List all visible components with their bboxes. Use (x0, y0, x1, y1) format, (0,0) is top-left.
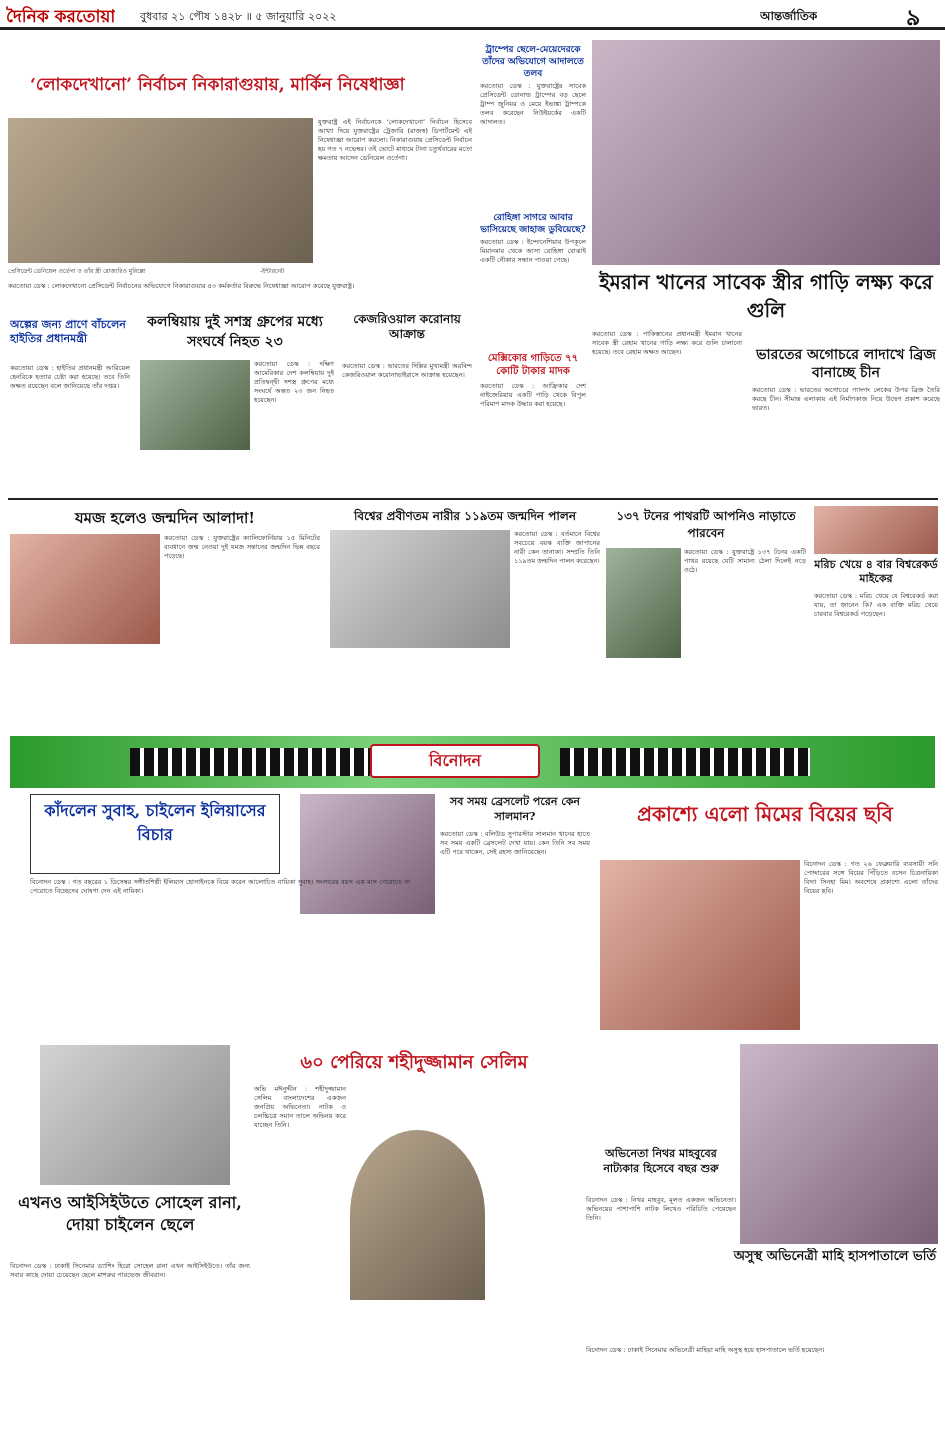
sohel-photo (40, 1045, 230, 1185)
oldest-photo (330, 530, 510, 648)
chili-photo (814, 506, 938, 554)
nithor-headline: অভিনেতা নিথর মাহবুবের নাট্যকার হিসেবে বছর শুরু (603, 1147, 719, 1175)
selim-body: অভি মঈনুদ্দীন : শহীদুজ্জামান সেলিম বাংলাদেশের একজন জনপ্রিয় অভিনেতা। নাটক ও চলচ্চিত্রে সমান তালে অভিনয় করে যাচ্ছেন তিনি। (254, 1085, 346, 1129)
imran-headline: ইমরান খানের সাবেক স্ত্রীর গাড়ি লক্ষ্য করে গুলি (599, 270, 933, 322)
chili-headline: মরিচ খেয়ে ৪ বার বিশ্বরেকর্ড মাইকের (814, 558, 938, 585)
sohel-body: বিনোদন ডেস্ক : ঢাকাই সিনেমার ড্যাশিং হিরো সোহেল রানা এখন আইসিইউতে। তাঁর জন্য সবার কাছে দোয়া চেয়েছেন ছেলে মাশরুর পারভেজ জীবরান। (10, 1262, 250, 1279)
film-reel-icon (130, 748, 370, 776)
film-reel-icon (560, 748, 810, 776)
selim-headline: ৬০ পেরিয়ে শহীদুজ্জামান সেলিম (300, 1052, 528, 1073)
masthead-bar (0, 0, 945, 30)
issue-date: বুধবার ২১ পৌষ ১৪২৮ ॥ ৫ জানুয়ারি ২০২২ (140, 10, 337, 23)
ladakh-body: করতোয়া ডেস্ক : ভারতের অগোচরে প্যাংগং লেকের উপর ব্রিজ তৈরি করছে চীন। সীমান্ত এলাকায় এই নির্মাণকাজ নিয়ে উদ্বেগ প্রকাশ করেছে ভারত। (752, 386, 940, 412)
mim-wedding-photo (600, 860, 800, 1030)
nicaragua-body-2: করতোয়া ডেস্ক : লোকদেখানো প্রেসিডেন্ট নির্বাচনের অভিযোগে নিকারাগুয়ার ৪৩ কর্মকর্তার বিরুদ্ধে নিষেধাজ্ঞা আরোপ করেছে যুক্তরাষ্ট্র। (8, 282, 355, 290)
mim-headline: প্রকাশ্যে এলো মিমের বিয়ের ছবি (637, 802, 893, 826)
page-number: ৯ (906, 6, 921, 30)
subah-body: বিনোদন ডেস্ক : গত বছরের ১ ডিসেম্বর সঙ্গীতশিল্পী ইলিয়াস হোসাইনকে বিয়ে করেন আলোচিত নায়িকা সুবাহ। সংসারের বয়স এক মাস পেরোতে না পেরোতে বিচ্ছেদের ঘোষণা দেন এই নায়িকা। (30, 878, 410, 895)
trump-headline: ট্রাম্পের ছেলে-মেয়েদেরকে তাঁদের অভিযোগে আদালতে তলব (482, 45, 584, 79)
haiti-headline: অল্পের জন্য প্রাণে বাঁচলেন হাইতির প্রধানমন্ত্রী (10, 318, 126, 345)
newspaper-logo: দৈনিক করতোয়া (6, 7, 116, 27)
imran-body: করতোয়া ডেস্ক : পাকিস্তানের প্রধানমন্ত্রী ইমরান খানের সাবেক স্ত্রী রেহাম খানের গাড়ি লক্ষ্য করে গুলি চালানো হয়েছে। তবে রেহাম অক্ষত আছেন। (592, 330, 742, 356)
subah-headline: কাঁদলেন সুবাহ, চাইলেন ইলিয়াসের বিচার (30, 794, 280, 874)
mim-body: বিনোদন ডেস্ক : গত ২৬ ফেব্রুয়ারি ব্যবসায়ী সনি পোদ্দারের সঙ্গে বিয়ের পিঁড়িতে বসেন চিত্রনায়িকা বিদ্যা সিনহা মিম। অবশেষে প্রকাশ্যে এলো তাঁদের বিয়ের ছবি। (804, 860, 938, 895)
rohingya-body: করতোয়া ডেস্ক : ইন্দোনেশিয়ার উপকূলে মিয়ানমার থেকে আসা রোহিঙ্গা বোঝাই একটি নৌকার সন্ধান পাওয়া গেছে। (480, 238, 586, 264)
oldest-body: করতোয়া ডেস্ক : বর্তমানে বিশ্বের সবচেয়ে বয়স্ক ব্যক্তি জাপানের নারী কেন তানাকা। সম্প্রতি তিনি ১১৯তম জন্মদিন পালন করেছেন। (514, 530, 600, 565)
stone-body: করতোয়া ডেস্ক : যুক্তরাষ্ট্রে ১৩৭ টনের একটি পাথর রয়েছে যেটি সামান্য ঠেলা দিলেই নড়ে ওঠে। (684, 548, 806, 574)
mahi-body: বিনোদন ডেস্ক : ঢাকাই সিনেমার অভিনেত্রী মাহিয়া মাহি অসুস্থ হয়ে হাসপাতালে ভর্তি হয়েছেন। (586, 1346, 825, 1354)
stone-headline: ১৩৭ টনের পাথরটি আপনিও নাড়াতে পারবেন (616, 509, 796, 540)
salman-headline: সব সময় ব্রেসলেট পরেন কেন সালমান? (450, 795, 580, 823)
selim-photo (350, 1130, 485, 1300)
mahi-headline: অসুস্থ অভিনেত্রী মাহি হাসপাতালে ভর্তি (733, 1249, 937, 1264)
twins-body: করতোয়া ডেস্ক : যুক্তরাষ্ট্রের ক্যালিফোর্নিয়ায় ১৫ মিনিটের ব্যবধানে জন্ম নেওয়া দুই যমজ সন্তানের জন্মদিন ভিন্ন বছরে পড়েছে। (164, 534, 320, 560)
rohingya-headline: রোহিঙ্গা সাগরে আবার ভাসিয়েছে জাহাজ ডুবিয়েছে? (480, 213, 586, 235)
stone-photo (606, 548, 681, 658)
imran-rehamphoto (592, 40, 940, 265)
nithor-body: বিনোদন ডেস্ক : নিথর মাহবুব, মূলত একজন অভিনেতা। অভিনয়ের পাশাপাশি নাটক লিখেও পরিচিতি পেয়েছেন তিনি। (586, 1196, 736, 1222)
chili-body: করতোয়া ডেস্ক : মরিচ খেয়ে যে বিশ্বরেকর্ড করা যায়, তা জানেন কি? এক ব্যক্তি মরিচ খেয়ে চারবার বিশ্বরেকর্ড গড়েছেন। (814, 592, 938, 618)
entertainment-title: বিনোদন (370, 744, 540, 778)
trump-body: করতোয়া ডেস্ক : যুক্তরাষ্ট্রের সাবেক প্রেসিডেন্ট ডোনাল্ড ট্রাম্পের বড় ছেলে ট্রাম্প জুনিয়র ও মেয়ে ইভাঙ্কা ট্রাম্পকে তলব করেছেন নিউইয়র্কের একটি আদালত। (480, 82, 586, 126)
twins-photo (10, 534, 160, 644)
haiti-body: করতোয়া ডেস্ক : হাইতির প্রধানমন্ত্রী আরিয়েল হেনরিকে হত্যার চেষ্টা করা হয়েছে। তবে তিনি অক্ষত রয়েছেন বলে জানিয়েছে তাঁর দপ্তর। (10, 364, 130, 390)
oldest-headline: বিশ্বের প্রবীণতম নারীর ১১৯তম জন্মদিন পালন (353, 509, 577, 523)
sohel-headline: এখনও আইসিইউতে সোহেল রানা, দোয়া চাইলেন ছেলে (18, 1193, 242, 1234)
nicaragua-credit: -ইন্টারনেট (260, 268, 285, 275)
ladakh-headline: ভারতের অগোচরে লাদাখে ব্রিজ বানাচ্ছে চীন (756, 347, 936, 381)
nicaragua-headline: ‘লোকদেখানো’ নির্বাচন নিকারাগুয়ায়, মার্কিন নিষেধাজ্ঞা (30, 75, 405, 95)
nicaragua-body: যুক্তরাষ্ট্র এই নির্বাচনকে ‘লোকদেখানো’ নির্বাচন হিসেবে আখ্যা দিয়ে যুক্তরাষ্ট্রের ট্রেজারি (রাজস্ব) ডিপার্টমেন্ট এই নিষেধাজ্ঞা আরোপ করলো। নিকারাগুয়ায় প্রেসিডেন্ট নির্বাচন হয় গত ৭ নভেম্বর। ওই ভোটে মাধ্যমে টানা চতুর্থবারের মতো ক্ষমতায় আসেন ডেনিয়েল ওর্তেগা। (318, 118, 472, 162)
salman-body: করতোয়া ডেস্ক : বলিউড সুপারস্টার সালমান খানের হাতে সব সময় একটি ব্রেসলেট দেখা যায়। কেন তিনি সব সময় এটি পরে থাকেন, সেই রহস্য জানিয়েছেন। (440, 830, 590, 856)
mexico-body: করতোয়া ডেস্ক : আফ্রিকার দেশ নাইজেরিয়ায় একটি গাড়ি থেকে বিপুল পরিমাণ মাদক উদ্ধার করা হয়েছে। (480, 382, 586, 408)
nicaragua-caption: প্রেসিডেন্ট ডেনিয়েল ওর্তেগা ও তাঁর স্ত্রী রোজারিও মুরিল্লো (8, 268, 146, 275)
colombia-headline: কলম্বিয়ায় দুই সশস্ত্র গ্রুপের মধ্যে সংঘর্ষে নিহত ২৩ (147, 314, 323, 350)
nicaragua-photo (8, 118, 313, 263)
colombia-photo (140, 360, 250, 450)
twins-headline: যমজ হলেও জন্মদিন আলাদা! (75, 509, 255, 527)
section-name: আন্তর্জাতিক (760, 9, 818, 23)
mexico-headline: মেক্সিকোর গাড়িতে ৭৭ কোটি টাকার মাদক (487, 353, 579, 377)
kejriwal-headline: কেজরিওয়াল করোনায় আক্রান্ত (353, 312, 461, 341)
mahi-photo (740, 1044, 938, 1244)
kejriwal-body: করতোয়া ডেস্ক : ভারতের দিল্লির মুখ্যমন্ত্রী অরবিন্দ কেজরিওয়াল করোনাভাইরাসে আক্রান্ত হয়েছেন। (342, 362, 472, 379)
section-divider (8, 498, 938, 500)
colombia-body: করতোয়া ডেস্ক : দক্ষিণ আমেরিকার দেশ কলম্বিয়ায় দুই প্রতিদ্বন্দ্বী সশস্ত্র গ্রুপের মধ্যে সংঘর্ষে অন্তত ২৩ জন নিহত হয়েছেন। (254, 360, 334, 404)
